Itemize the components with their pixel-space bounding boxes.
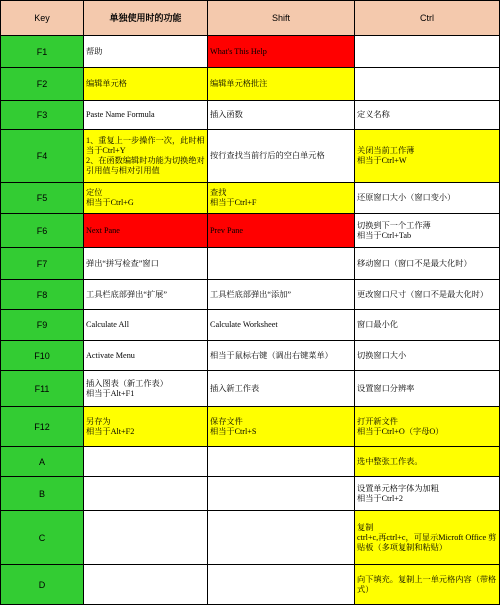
table-row <box>1 447 500 477</box>
cell-text: 另存为 <box>86 416 111 426</box>
cell-text: F9 <box>36 320 48 330</box>
shift-cell <box>208 214 355 248</box>
table-row <box>1 310 500 341</box>
key-cell <box>1 511 84 565</box>
cell-text: C <box>38 532 46 543</box>
key-cell <box>1 407 84 447</box>
cell-text: 定位 <box>86 188 103 197</box>
alone-cell <box>84 447 208 477</box>
cell-text: 相当于Ctrl+G <box>86 198 134 207</box>
cell-text: 编辑单元格 <box>86 79 127 88</box>
header-ctrl: Ctrl <box>355 1 500 36</box>
alone-cell <box>84 248 208 280</box>
alone-cell <box>84 280 208 310</box>
alone-cell <box>84 511 208 565</box>
ctrl-cell <box>355 565 500 605</box>
cell-text: Calculate Worksheet <box>210 320 278 329</box>
table-row <box>1 565 500 605</box>
cell-text: 打开新文件 <box>357 416 398 426</box>
cell-text: What's This Help <box>210 46 267 56</box>
cell-text: 2、在函数编辑时功能为切换绝对引用值与相对引用值 <box>86 156 205 175</box>
ctrl-cell <box>355 371 500 407</box>
cell-text: F8 <box>36 289 48 300</box>
shift-cell <box>208 130 355 183</box>
cell-text: 还原窗口大小（窗口变小） <box>357 193 456 202</box>
cell-text: F2 <box>36 79 48 89</box>
ctrl-cell <box>355 130 500 183</box>
alone-cell <box>84 565 208 605</box>
shift-cell <box>208 565 355 605</box>
cell-text: 工具栏底部弹出“添加” <box>210 289 291 299</box>
cell-text: 相当于Ctrl+Tab <box>357 230 412 240</box>
cell-text: 设置窗口分辨率 <box>357 383 415 393</box>
ctrl-cell <box>355 280 500 310</box>
key-cell <box>1 130 84 183</box>
alone-cell <box>84 310 208 341</box>
cell-text: Activate Menu <box>86 350 135 360</box>
shift-cell <box>208 101 355 130</box>
cell-text: 相当于Ctrl+O（字母O） <box>357 426 444 436</box>
shift-cell <box>208 36 355 68</box>
key-cell <box>1 183 84 214</box>
shift-cell <box>208 447 355 477</box>
cell-text: 复制 <box>357 522 374 532</box>
ctrl-cell <box>355 341 500 371</box>
ctrl-cell <box>355 214 500 248</box>
cell-text: 窗口最小化 <box>357 320 398 329</box>
cell-text: A <box>38 456 45 467</box>
alone-cell <box>84 36 208 68</box>
key-cell <box>1 565 84 605</box>
alone-cell <box>84 214 208 248</box>
cell-text: 相当于Ctrl+W <box>357 156 407 165</box>
cell-text: 1、重复上一步操作一次，此时相当于Ctrl+Y <box>86 136 205 155</box>
table-row <box>1 477 500 511</box>
cell-text: F7 <box>36 258 48 269</box>
cell-text: 切换到下一个工作薄 <box>357 220 431 230</box>
cell-text: 查找 <box>210 188 227 197</box>
table-row <box>1 130 500 183</box>
header-alone: 单独使用时的功能 <box>84 1 208 36</box>
cell-text: 相当于Ctrl+2 <box>357 493 404 503</box>
alone-cell <box>84 407 208 447</box>
cell-text: B <box>38 488 45 499</box>
cell-text: 切换窗口大小 <box>357 350 407 360</box>
cell-text: Next Pane <box>86 225 120 235</box>
ctrl-cell <box>355 310 500 341</box>
shift-cell <box>208 511 355 565</box>
ctrl-cell <box>355 248 500 280</box>
ctrl-cell <box>355 477 500 511</box>
key-cell <box>1 310 84 341</box>
ctrl-cell <box>355 447 500 477</box>
cell-text: 帮助 <box>86 46 103 56</box>
shift-cell <box>208 68 355 101</box>
ctrl-cell <box>355 101 500 130</box>
alone-cell <box>84 371 208 407</box>
cell-text: D <box>38 579 46 590</box>
table-row <box>1 248 500 280</box>
cell-text: 弹出“拼写检查”窗口 <box>86 258 159 268</box>
table-row <box>1 214 500 248</box>
cell-text: 更改窗口尺寸（窗口不是最大化时） <box>357 289 489 299</box>
shift-cell <box>208 341 355 371</box>
alone-cell <box>84 183 208 214</box>
cell-text: 定义名称 <box>357 110 390 119</box>
cell-text: 相当于鼠标右键（调出右键菜单） <box>210 350 333 360</box>
cell-text: F5 <box>36 193 48 203</box>
key-cell <box>1 248 84 280</box>
cell-text: ctrl+c,再ctrl+c，可显示Microft Office 剪贴板（多项复制和粘贴） <box>357 532 497 552</box>
key-cell <box>1 36 84 68</box>
cell-text: 相当于Ctrl+F <box>210 198 257 207</box>
cell-text: 关闭当前工作薄 <box>357 146 415 155</box>
cell-text: 插入函数 <box>210 110 243 119</box>
cell-text: 相当于Ctrl+S <box>210 426 257 436</box>
cell-text: F11 <box>34 383 50 394</box>
cell-text: Paste Name Formula <box>86 110 155 119</box>
cell-text: Calculate All <box>86 320 129 329</box>
key-cell <box>1 341 84 371</box>
shift-cell <box>208 310 355 341</box>
shift-cell <box>208 248 355 280</box>
alone-cell <box>84 101 208 130</box>
table-row <box>1 183 500 214</box>
table-row <box>1 68 500 101</box>
cell-text: F10 <box>34 350 50 361</box>
table-row <box>1 280 500 310</box>
cell-text: F4 <box>36 151 48 161</box>
alone-cell <box>84 130 208 183</box>
cell-text: 相当于Alt+F2 <box>86 426 135 436</box>
key-cell <box>1 101 84 130</box>
header-row <box>1 1 500 36</box>
ctrl-cell <box>355 511 500 565</box>
cell-text: 设置单元格字体为加粗 <box>357 483 439 493</box>
cell-text: 移动窗口（窗口不是最大化时） <box>357 258 472 268</box>
table-row <box>1 511 500 565</box>
cell-text: F6 <box>36 225 48 236</box>
alone-cell <box>84 341 208 371</box>
shift-cell <box>208 371 355 407</box>
cell-text: 按行查找当前行后的空白单元格 <box>210 151 325 160</box>
cell-text: F3 <box>36 110 48 120</box>
key-cell <box>1 447 84 477</box>
cell-text: 插入图表（新工作表） <box>86 378 168 388</box>
key-cell <box>1 477 84 511</box>
cell-text: 编辑单元格批注 <box>210 79 268 88</box>
table-row <box>1 36 500 68</box>
cell-text: 选中整张工作表。 <box>357 456 423 466</box>
shift-cell <box>208 477 355 511</box>
cell-text: 向下填充。复制上一单元格内容（带格式） <box>357 574 497 594</box>
key-cell <box>1 68 84 101</box>
header-shift: Shift <box>208 1 355 36</box>
cell-text: 保存文件 <box>210 416 243 426</box>
alone-cell <box>84 68 208 101</box>
cell-text: 插入新工作表 <box>210 383 260 393</box>
alone-cell <box>84 477 208 511</box>
key-cell <box>1 280 84 310</box>
table-row <box>1 341 500 371</box>
cell-text: Prev Pane <box>210 225 243 235</box>
table-row <box>1 407 500 447</box>
ctrl-cell <box>355 183 500 214</box>
cell-text: 相当于Alt+F1 <box>86 388 135 398</box>
key-cell <box>1 371 84 407</box>
cell-text: 工具栏底部弹出“扩展” <box>86 289 167 299</box>
ctrl-cell <box>355 407 500 447</box>
header-key: Key <box>1 1 84 36</box>
key-cell <box>1 214 84 248</box>
cell-text: F1 <box>36 46 48 57</box>
shift-cell <box>208 407 355 447</box>
cell-text: F12 <box>34 421 50 432</box>
table-row <box>1 371 500 407</box>
shift-cell <box>208 183 355 214</box>
table-row <box>1 101 500 130</box>
ctrl-cell <box>355 36 500 68</box>
shift-cell <box>208 280 355 310</box>
ctrl-cell <box>355 68 500 101</box>
